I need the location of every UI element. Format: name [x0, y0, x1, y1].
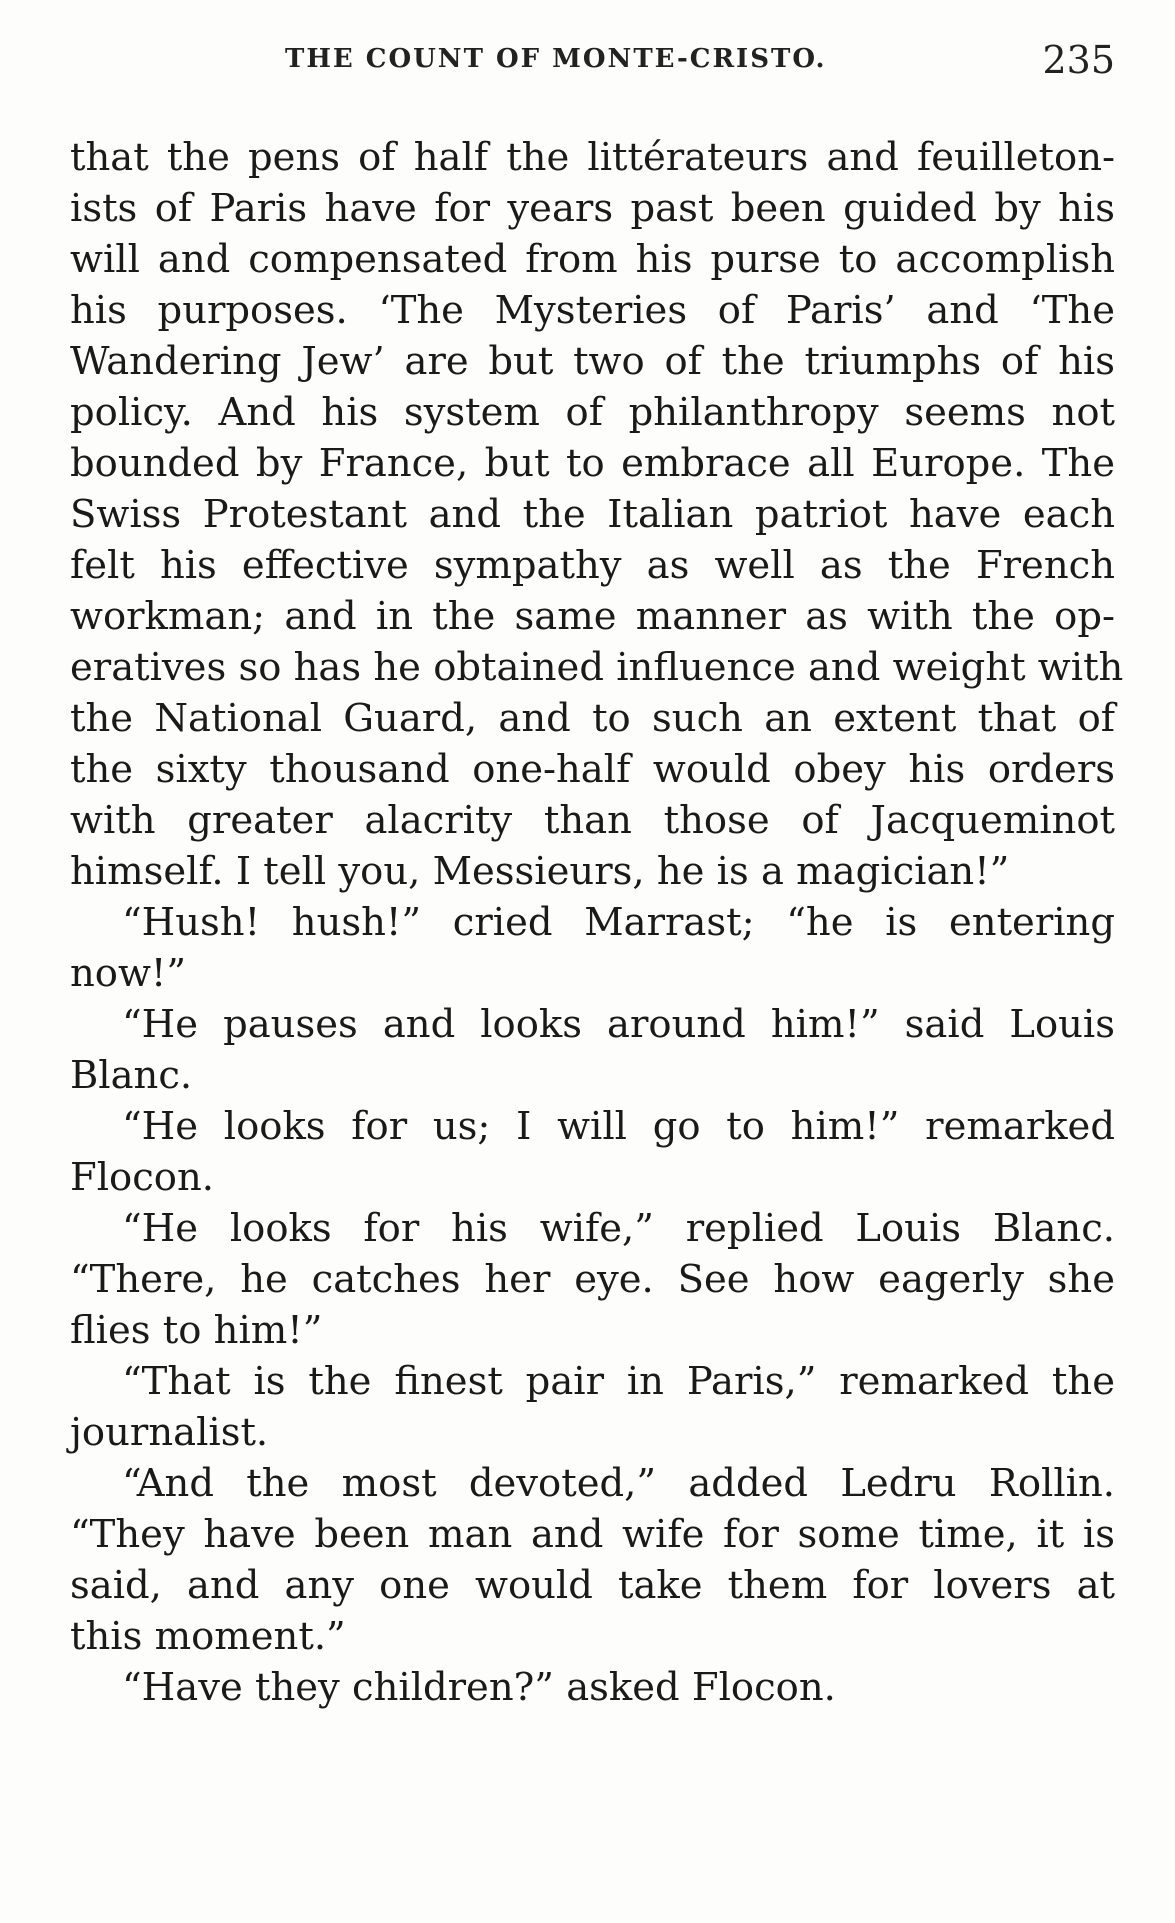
text-line: bounded by France, but to embrace all Europe. The: [70, 441, 1115, 486]
text-line: said, and any one would take them for lovers at: [70, 1563, 1115, 1608]
text-line: himself. I tell you, Messieurs, he is a magician!”: [70, 849, 1010, 894]
text-line: ists of Paris have for years past been guided by his: [70, 186, 1115, 231]
text-line: will and compensated from his purse to accomplish: [70, 237, 1115, 282]
text-line: “Have they children?” asked Flocon.: [122, 1665, 836, 1710]
text-line: “He pauses and looks around him!” said Louis: [122, 1002, 1115, 1047]
text-line: Wandering Jew’ are but two of the triumphs of his: [70, 339, 1115, 384]
running-head: [70, 38, 1115, 88]
text-line: with greater alacrity than those of Jacqueminot: [70, 798, 1115, 843]
text-line: Flocon.: [70, 1155, 214, 1200]
text-line: journalist.: [70, 1410, 269, 1455]
text-line: “Hush! hush!” cried Marrast; “he is entering: [122, 900, 1115, 945]
body-text: [70, 132, 1124, 1713]
text-line: Blanc.: [70, 1053, 193, 1098]
text-line: policy. And his system of philanthropy seems not: [70, 390, 1115, 435]
page-number: 235: [1042, 38, 1115, 82]
text-line: the National Guard, and to such an extent that of: [70, 696, 1115, 741]
running-title: THE COUNT OF MONTE-CRISTO.: [285, 44, 827, 74]
text-line: that the pens of half the littérateurs and feuilleton-: [70, 135, 1115, 180]
text-line: now!”: [70, 951, 187, 996]
text-line: “They have been man and wife for some time, it is: [70, 1512, 1115, 1557]
text-line: eratives so has he obtained influence and weight with: [70, 645, 1124, 690]
text-line: flies to him!”: [70, 1308, 323, 1353]
text-line: the sixty thousand one-half would obey his orders: [70, 747, 1115, 792]
text-line: “And the most devoted,” added Ledru Rollin.: [122, 1461, 1115, 1506]
text-line: workman; and in the same manner as with the op-: [70, 594, 1115, 639]
text-line: Swiss Protestant and the Italian patriot have each: [70, 492, 1115, 537]
text-line: this moment.”: [70, 1614, 346, 1659]
text-line: “He looks for his wife,” replied Louis Blanc.: [122, 1206, 1115, 1251]
text-line: “There, he catches her eye. See how eagerly she: [70, 1257, 1115, 1302]
text-line: felt his effective sympathy as well as the French: [70, 543, 1115, 588]
text-line: his purposes. ‘The Mysteries of Paris’ and ‘The: [70, 288, 1115, 333]
text-line: “That is the finest pair in Paris,” remarked the: [122, 1359, 1115, 1404]
text-line: “He looks for us; I will go to him!” remarked: [122, 1104, 1115, 1149]
